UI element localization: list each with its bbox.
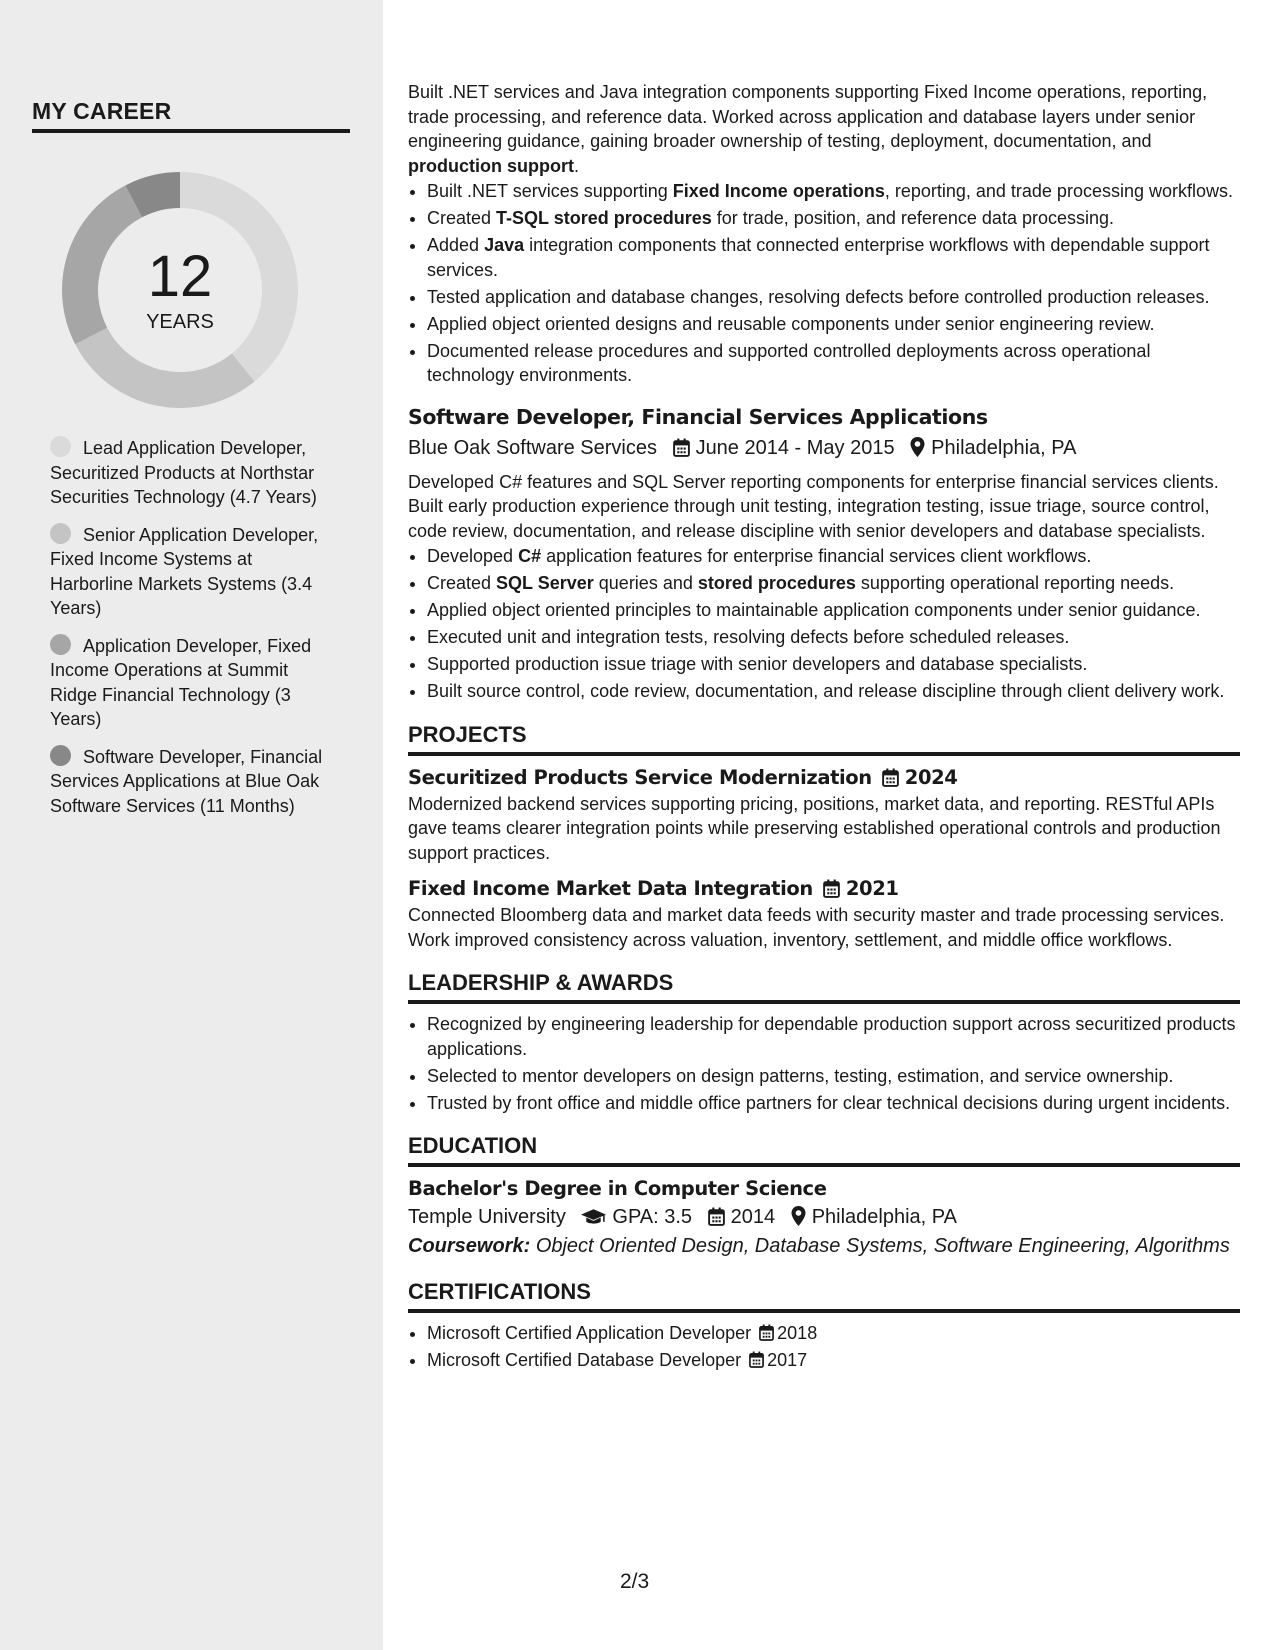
school-name: Temple University [408, 1206, 566, 1228]
legend-label: Lead Application Developer, Securitized Products at Northstar Securities Technology (4.7 Years) [50, 438, 317, 507]
project-year: 2021 [845, 877, 899, 900]
bullet-item: • Developed C# application features for enterprise financial services client workflows. [427, 544, 1240, 569]
gpa: GPA: 3.5 [612, 1206, 693, 1228]
location-pin-icon [910, 437, 925, 457]
legend-dot-icon [50, 523, 71, 544]
legend-item [50, 523, 330, 621]
location-pin-icon [791, 1206, 806, 1226]
career-legend [50, 436, 330, 831]
legend-item [50, 745, 330, 819]
education-heading: EDUCATION [408, 1132, 1240, 1167]
calendar-icon [823, 879, 840, 898]
bullet-item: • Applied object oriented principles to maintainable application components under senior guidance. [427, 598, 1240, 623]
leadership-list [408, 1012, 1240, 1115]
sidebar [0, 0, 383, 1650]
job-bullets [408, 544, 1240, 704]
page-number: 2/3 [620, 1570, 650, 1593]
leadership-heading: LEADERSHIP & AWARDS [408, 969, 1240, 1004]
career-total-unit: YEARS [146, 311, 214, 333]
bullet-item: • Recognized by engineering leadership for dependable production support across securitized products applications. [427, 1012, 1240, 1061]
career-heading: MY CAREER [32, 98, 350, 133]
legend-dot-icon [50, 634, 71, 655]
bullet-item: • Created T-SQL stored procedures for trade, position, and reference data processing. [427, 206, 1240, 231]
bullet-item: • Trusted by front office and middle office partners for clear technical decisions during urgent incidents. [427, 1091, 1240, 1116]
project-year: 2024 [904, 765, 958, 789]
job-summary: Developed C# features and SQL Server reporting components for enterprise financial services clients. Built early production experience through unit testing, integration testing, issue triage, source control, code review, documentation, and release discipline with senior developers and database specialists. [408, 471, 1219, 541]
job-summary: Built .NET services and Java integration components supporting Fixed Income operations, reporting, trade processing, and reference data. Worked across application and database layers under senior engineering guidance, gaining broader ownership of testing, deployment, documentation, and production support. [408, 82, 1208, 176]
calendar-icon [749, 1351, 764, 1368]
legend-label: Senior Application Developer, Fixed Income Systems at Harborline Markets Systems (3.4 Years) [50, 524, 319, 618]
calendar-icon [673, 438, 690, 457]
certification-item: • Microsoft Certified Application Developer 2018 [427, 1321, 1240, 1346]
legend-label: Software Developer, Financial Services Applications at Blue Oak Software Services (11 Months) [50, 746, 323, 816]
bullet-item: • Supported production issue triage with senior developers and database specialists. [427, 652, 1240, 677]
bullet-item: • Added Java integration components that connected enterprise workflows with dependable support services. [427, 233, 1240, 282]
job-title: Software Developer, Financial Services Applications [408, 404, 988, 429]
company-name: Blue Oak Software Services [408, 436, 657, 459]
project-description: Connected Bloomberg data and market data feeds with security master and trade processing services. Work improved consistency across valuation, inventory, settlement, and middle office workflows. [408, 905, 1225, 950]
job-location: Philadelphia, PA [931, 436, 1077, 459]
calendar-icon [759, 1324, 774, 1341]
bullet-item: • Tested application and database changes, resolving defects before controlled production releases. [427, 285, 1240, 310]
legend-label: Application Developer, Fixed Income Operations at Summit Ridge Financial Technology (3 Years) [50, 635, 312, 729]
certification-item: • Microsoft Certified Database Developer 2017 [427, 1348, 1240, 1373]
bullet-item: • Applied object oriented designs and reusable components under senior engineering review. [427, 312, 1240, 337]
coursework: Coursework: Object Oriented Design, Database Systems, Software Engineering, Algorithms [408, 1235, 1230, 1257]
calendar-icon [882, 768, 899, 787]
education-meta [408, 1203, 1240, 1231]
bullet-item: • Built .NET services supporting Fixed Income operations, reporting, and trade processing workflows. [427, 179, 1240, 204]
bullet-item: • Selected to mentor developers on design patterns, testing, estimation, and service ownership. [427, 1064, 1240, 1089]
graduation-cap-icon [581, 1208, 606, 1226]
school-location: Philadelphia, PA [811, 1206, 957, 1228]
degree-title: Bachelor's Degree in Computer Science [408, 1177, 827, 1200]
donut-segment [75, 328, 254, 408]
legend-item [50, 634, 330, 732]
bullet-item: • Documented release procedures and supported controlled deployments across operational technology environments. [427, 339, 1240, 388]
projects-heading: PROJECTS [408, 721, 1240, 756]
project-title: Securitized Products Service Modernization 2024 [408, 765, 958, 789]
legend-item [50, 436, 330, 510]
bullet-item: • Created SQL Server queries and stored procedures supporting operational reporting needs. [427, 571, 1240, 596]
bullet-item: • Executed unit and integration tests, resolving defects before scheduled releases. [427, 625, 1240, 650]
career-total-years: 12 [147, 244, 213, 309]
certification-list [408, 1321, 1240, 1373]
project-title: Fixed Income Market Data Integration 2021 [408, 877, 899, 900]
bullet-item: • Built source control, code review, documentation, and release discipline through client delivery work. [427, 679, 1240, 704]
job-dates: June 2014 - May 2015 [695, 436, 895, 459]
calendar-icon [708, 1207, 725, 1226]
job-meta [408, 434, 1240, 462]
project-description: Modernized backend services supporting pricing, positions, market data, and reporting. RESTful APIs gave teams clearer integration points while preserving established operational controls and production support practices. [408, 793, 1221, 863]
main-content [408, 80, 1240, 1375]
job-bullets [408, 179, 1240, 388]
certifications-heading: CERTIFICATIONS [408, 1278, 1240, 1313]
graduation-year: 2014 [730, 1206, 776, 1228]
legend-dot-icon [50, 745, 71, 766]
legend-dot-icon [50, 436, 71, 457]
